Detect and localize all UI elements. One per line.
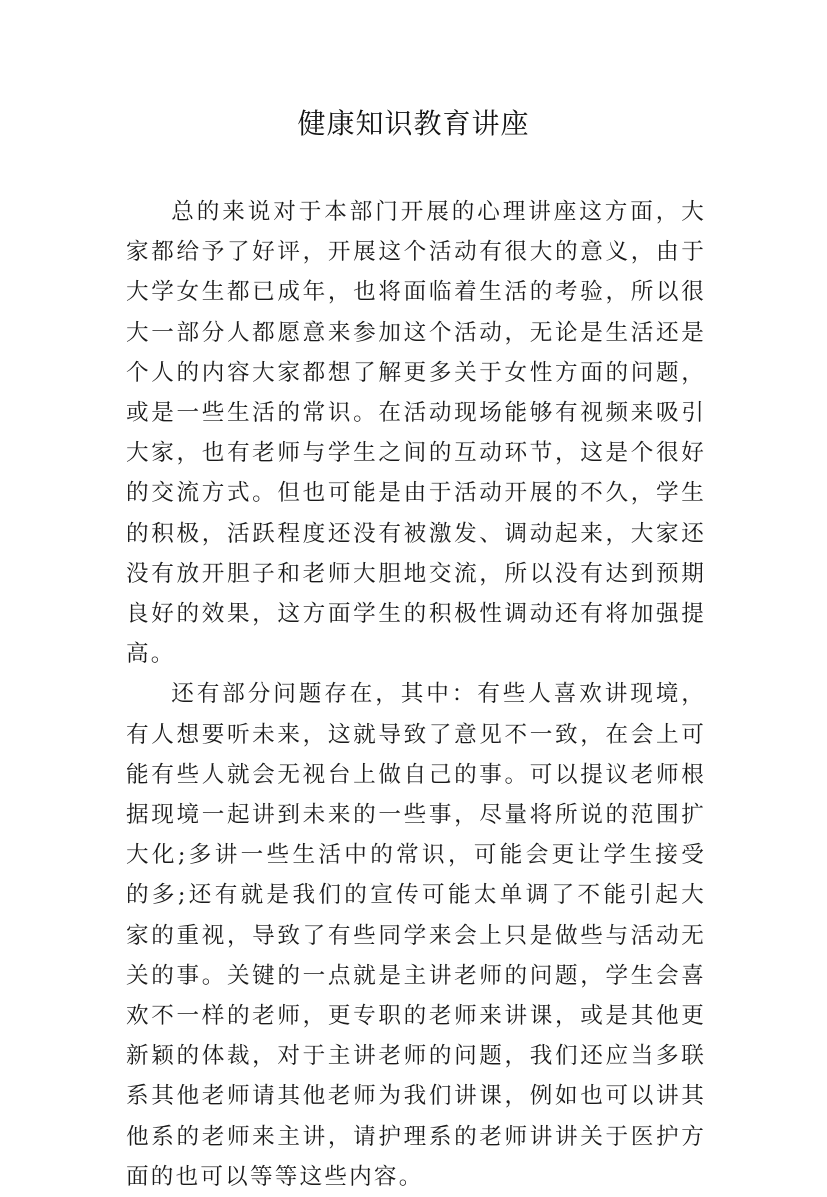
document-title: 健康知识教育讲座 [297, 107, 530, 140]
paragraph-1: 总的来说对于本部门开展的心理讲座这方面，大家都给予了好评，开展这个活动有很大的意义，由于大学女生都已成年，也将面临着生活的考验，所以很大一部分人都愿意来参加这个活动，无论是生活还是个人的内容大家都想了解更多关于女性方面的问题，或是一些生活的常识。在活动现场能够有视频来吸引大家，也有老师与学生之间的互动环节，这是个很好的交流方式。但也可能是由于活动开展的不久，学生的积极，活跃程度还没有被激发、调动起来，大家还没有放开胆子和老师大胆地交流，所以没有达到预期良好的效果，这方面学生的积极性调动还有将加强提高。 [126, 199, 706, 668]
document-body [126, 192, 706, 1197]
paragraph-2: 还有部分问题存在，其中：有些人喜欢讲现境，有人想要听未来，这就导致了意见不一致，在会上可能有些人就会无视台上做自己的事。可以提议老师根据现境一起讲到未来的一些事，尽量将所说的范围扩大化;多讲一些生活中的常识，可能会更让学生接受的多;还有就是我们的宣传可能太单调了不能引起大家的重视，导致了有些同学来会上只是做些与活动无关的事。关键的一点就是主讲老师的问题，学生会喜欢不一样的老师，更专职的老师来讲课，或是其他更新颖的体裁，对于主讲老师的问题，我们还应当多联系其他老师请其他老师为我们讲课，例如也可以讲其他系的老师来主讲，请护理系的老师讲讲关于医护方面的也可以等等这些内容。 [126, 681, 706, 1190]
